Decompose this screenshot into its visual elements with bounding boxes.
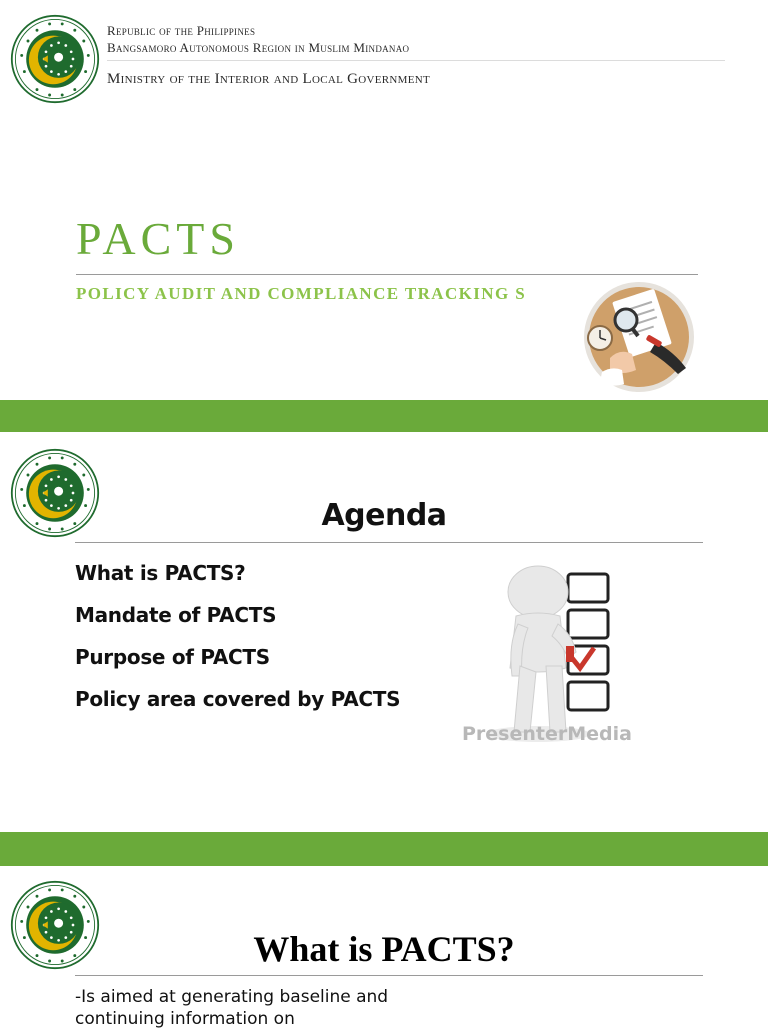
agenda-title: Agenda bbox=[321, 498, 447, 533]
header-divider bbox=[107, 60, 725, 61]
checklist-figure-illustration bbox=[462, 558, 662, 750]
agenda-list bbox=[75, 558, 400, 726]
slide-separator bbox=[0, 832, 768, 866]
what-is-title: What is PACTS? bbox=[253, 929, 515, 969]
header-region: Bangsamoro Autonomous Region in Muslim Mindanao bbox=[107, 40, 410, 55]
what-is-divider bbox=[75, 975, 703, 976]
agenda-item: Purpose of PACTS bbox=[75, 645, 270, 669]
header-republic: Republic of the Philippines bbox=[107, 23, 256, 38]
presentermedia-watermark: PresenterMedia bbox=[462, 723, 632, 745]
agenda-divider bbox=[75, 542, 703, 543]
agenda-item: What is PACTS? bbox=[75, 561, 246, 585]
header-ministry: Ministry of the Interior and Local Government bbox=[107, 71, 431, 87]
agenda-item: Mandate of PACTS bbox=[75, 603, 277, 627]
slide-title-text: PACTS bbox=[76, 213, 240, 264]
slide-subtitle: POLICY AUDIT AND COMPLIANCE TRACKING S bbox=[76, 284, 527, 303]
what-is-body: -Is aimed at generating baseline and continuing information on bbox=[75, 987, 389, 1029]
slide-separator bbox=[0, 400, 768, 432]
audit-illustration bbox=[582, 280, 696, 394]
agenda-item: Policy area covered by PACTS bbox=[75, 687, 401, 711]
slide-title bbox=[0, 0, 768, 400]
title-divider bbox=[76, 274, 698, 275]
seal-logo bbox=[10, 14, 100, 104]
